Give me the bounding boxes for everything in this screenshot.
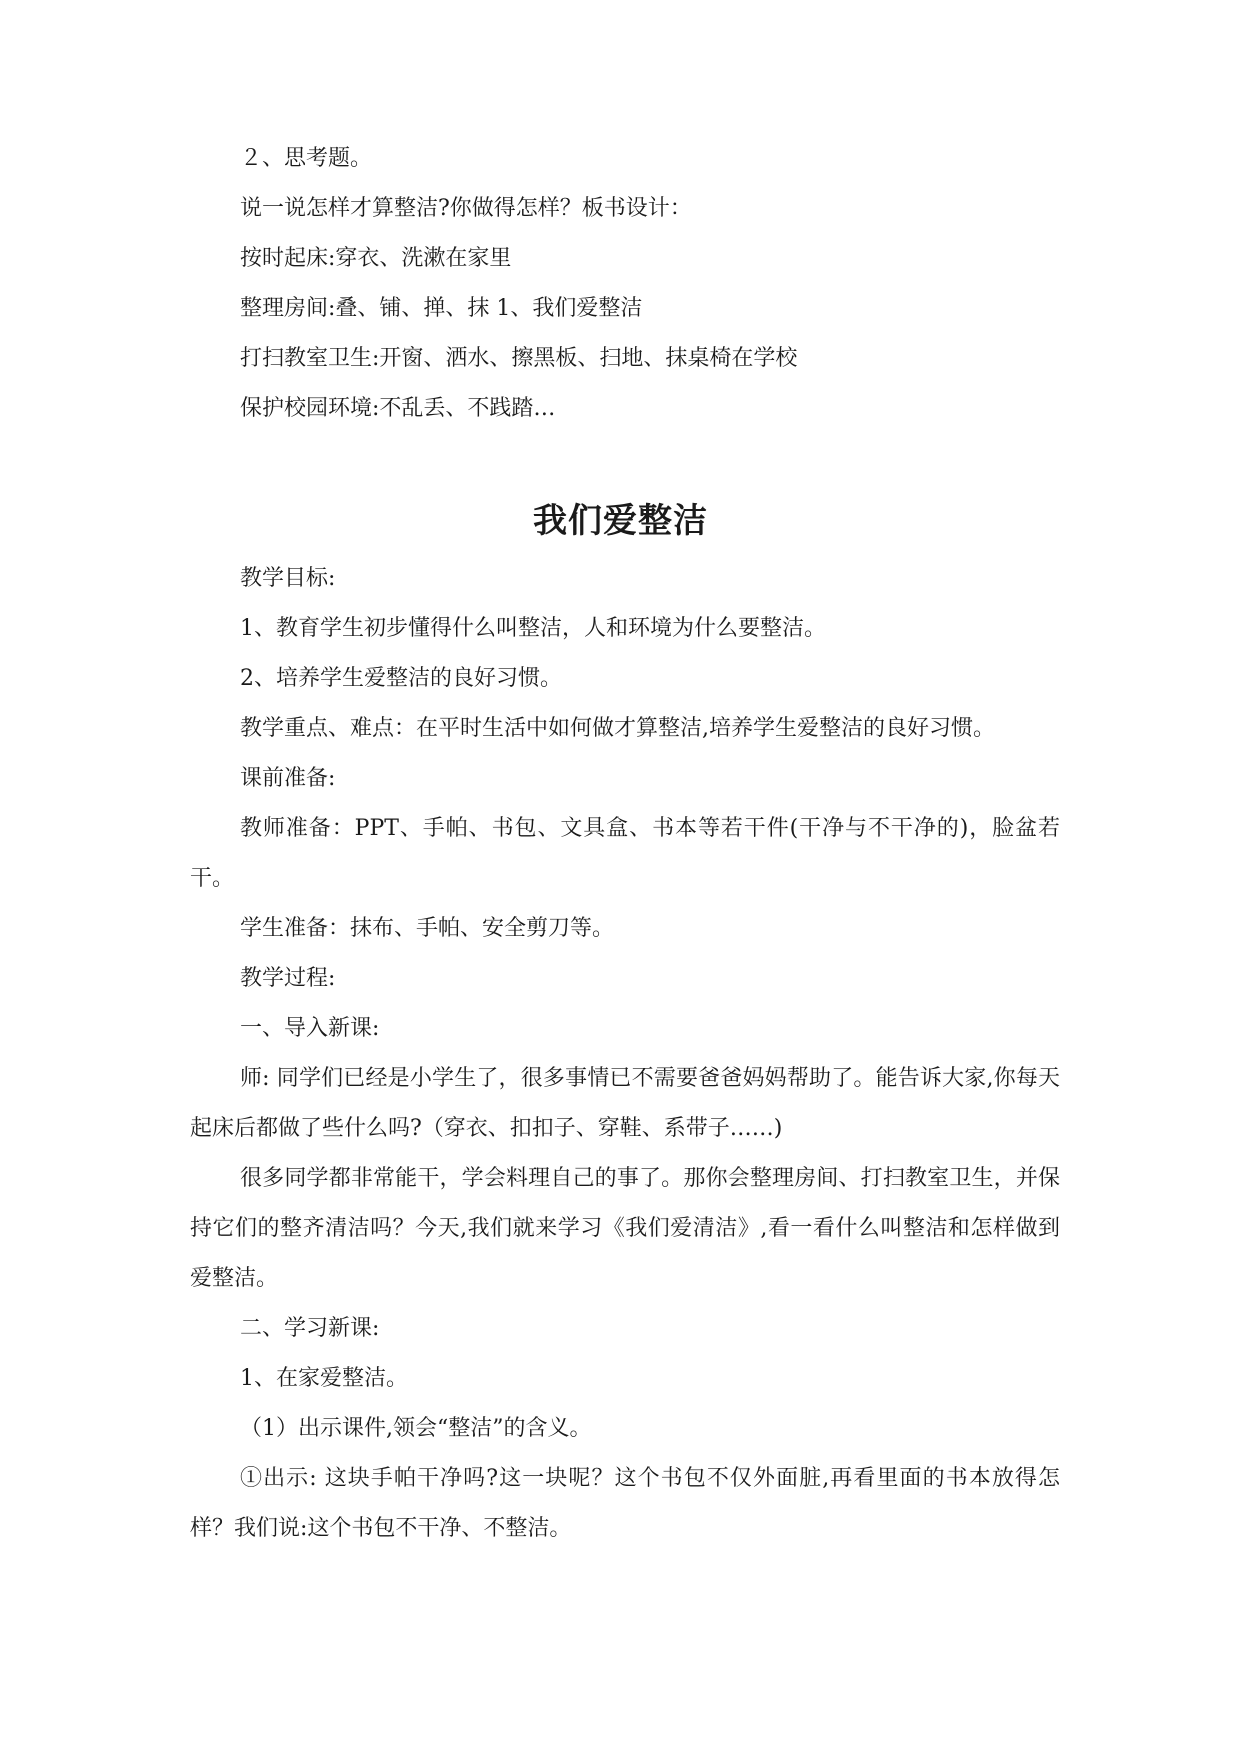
- paragraph-section-2-heading: 二、学习新课:: [240, 1316, 380, 1341]
- board-design-section: [190, 134, 1060, 434]
- paragraph-preparation-heading: 课前准备:: [240, 766, 336, 791]
- paragraph-section-1-heading: 一、导入新课:: [240, 1016, 380, 1041]
- paragraph-show-items: ①出示: 这块手帕干净吗?这一块呢？这个书包不仅外面脏,再看里面的书本放得怎样？我们说:这个书包不干净、不整洁。: [190, 1466, 1060, 1541]
- board-line-4: 保护校园环境:不乱丢、不践踏…: [240, 396, 556, 421]
- paragraph-intro-continued: 很多同学都非常能干，学会料理自己的事了。那你会整理房间、打扫教室卫生，并保持它们的整齐清洁吗？今天,我们就来学习《我们爱清洁》,看一看什么叫整洁和怎样做到爱整洁。: [190, 1166, 1060, 1291]
- question-heading: ２、思考题。: [240, 146, 373, 171]
- paragraph-home-heading: 1、在家爱整洁。: [240, 1366, 408, 1391]
- paragraph-objective-2: 2、培养学生爱整洁的良好习惯。: [240, 666, 562, 691]
- paragraph-objectives-heading: 教学目标:: [240, 566, 336, 591]
- lesson-title: 我们爱整洁: [533, 501, 708, 541]
- board-line-1: 按时起床:穿衣、洗漱在家里: [240, 246, 512, 271]
- paragraph-student-preparation: 学生准备：抹布、手帕、安全剪刀等。: [240, 916, 615, 941]
- lesson-body: [190, 554, 1060, 1554]
- paragraph-objective-1: 1、教育学生初步懂得什么叫整洁，人和环境为什么要整洁。: [240, 616, 826, 641]
- question-text: 说一说怎样才算整洁?你做得怎样？板书设计：: [240, 196, 692, 221]
- board-line-2: 整理房间:叠、铺、掸、抹 1、我们爱整洁: [240, 296, 643, 321]
- paragraph-key-points: 教学重点、难点：在平时生活中如何做才算整洁,培养学生爱整洁的良好习惯。: [240, 716, 995, 741]
- paragraph-teacher-intro: 师: 同学们已经是小学生了，很多事情已不需要爸爸妈妈帮助了。能告诉大家,你每天起床后都做了些什么吗?（穿衣、扣扣子、穿鞋、系带子……): [190, 1066, 1060, 1141]
- paragraph-process-heading: 教学过程:: [240, 966, 336, 991]
- board-line-3: 打扫教室卫生:开窗、洒水、擦黑板、扫地、抹桌椅在学校: [240, 346, 798, 371]
- paragraph-courseware: （1）出示课件,领会“整洁”的含义。: [240, 1416, 592, 1441]
- paragraph-teacher-preparation: 教师准备：PPT、手帕、书包、文具盒、书本等若干件(干净与不干净的)，脸盆若干。: [190, 816, 1060, 891]
